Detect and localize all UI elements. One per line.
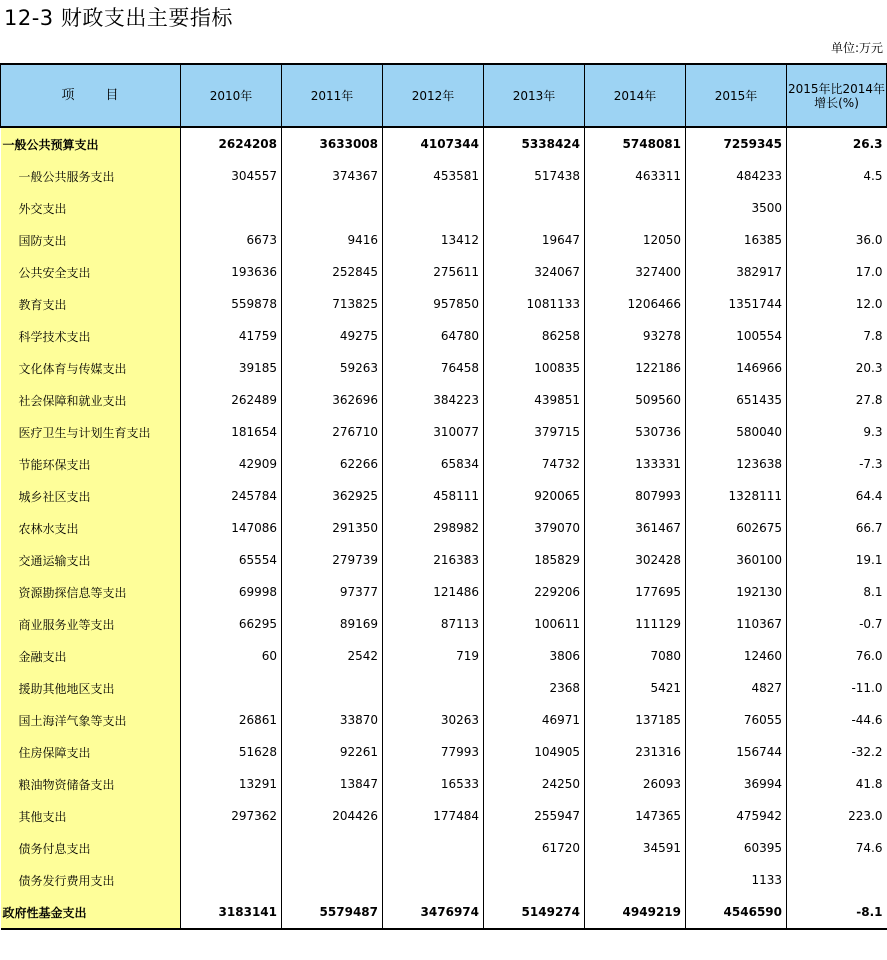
value-cell: 719 — [383, 640, 484, 672]
row-label: 住房保障支出 — [1, 736, 181, 768]
value-cell: 92261 — [282, 736, 383, 768]
row-label: 其他支出 — [1, 800, 181, 832]
value-cell: 602675 — [686, 512, 787, 544]
growth-cell: 27.8 — [787, 384, 887, 416]
header-year-2015: 2015年 — [686, 64, 787, 127]
value-cell — [383, 192, 484, 224]
value-cell: 204426 — [282, 800, 383, 832]
table-row — [1, 384, 887, 416]
value-cell — [585, 192, 686, 224]
table-row — [1, 768, 887, 800]
value-cell: 26861 — [181, 704, 282, 736]
value-cell: 3476974 — [383, 896, 484, 929]
value-cell: 49275 — [282, 320, 383, 352]
table-row — [1, 256, 887, 288]
value-cell: 484233 — [686, 160, 787, 192]
value-cell: 41759 — [181, 320, 282, 352]
row-label: 文化体育与传媒支出 — [1, 352, 181, 384]
value-cell: 24250 — [484, 768, 585, 800]
value-cell: 5149274 — [484, 896, 585, 929]
value-cell: 100554 — [686, 320, 787, 352]
growth-cell: 66.7 — [787, 512, 887, 544]
row-label: 农林水支出 — [1, 512, 181, 544]
row-label: 外交支出 — [1, 192, 181, 224]
table-row — [1, 416, 887, 448]
growth-cell: 9.3 — [787, 416, 887, 448]
row-label: 医疗卫生与计划生育支出 — [1, 416, 181, 448]
value-cell: 3500 — [686, 192, 787, 224]
value-cell: 291350 — [282, 512, 383, 544]
value-cell: 7259345 — [686, 127, 787, 160]
value-cell: 12050 — [585, 224, 686, 256]
row-label: 节能环保支出 — [1, 448, 181, 480]
value-cell: 252845 — [282, 256, 383, 288]
value-cell: 65554 — [181, 544, 282, 576]
growth-cell: -7.3 — [787, 448, 887, 480]
value-cell: 713825 — [282, 288, 383, 320]
value-cell: 46971 — [484, 704, 585, 736]
value-cell: 439851 — [484, 384, 585, 416]
value-cell: 104905 — [484, 736, 585, 768]
table-row — [1, 704, 887, 736]
value-cell: 361467 — [585, 512, 686, 544]
value-cell: 304557 — [181, 160, 282, 192]
row-label: 援助其他地区支出 — [1, 672, 181, 704]
value-cell: 13291 — [181, 768, 282, 800]
growth-cell: 8.1 — [787, 576, 887, 608]
row-label: 金融支出 — [1, 640, 181, 672]
value-cell: 310077 — [383, 416, 484, 448]
value-cell: 33870 — [282, 704, 383, 736]
value-cell: 6673 — [181, 224, 282, 256]
table-row — [1, 832, 887, 864]
value-cell: 185829 — [484, 544, 585, 576]
value-cell: 147086 — [181, 512, 282, 544]
value-cell: 36994 — [686, 768, 787, 800]
value-cell: 379715 — [484, 416, 585, 448]
value-cell: 122186 — [585, 352, 686, 384]
value-cell: 580040 — [686, 416, 787, 448]
value-cell: 1328111 — [686, 480, 787, 512]
value-cell: 76458 — [383, 352, 484, 384]
value-cell: 65834 — [383, 448, 484, 480]
value-cell: 111129 — [585, 608, 686, 640]
value-cell: 13847 — [282, 768, 383, 800]
growth-cell: -32.2 — [787, 736, 887, 768]
header-year-2014: 2014年 — [585, 64, 686, 127]
value-cell: 69998 — [181, 576, 282, 608]
row-label: 公共安全支出 — [1, 256, 181, 288]
value-cell: 87113 — [383, 608, 484, 640]
growth-cell: 19.1 — [787, 544, 887, 576]
value-cell: 133331 — [585, 448, 686, 480]
value-cell: 93278 — [585, 320, 686, 352]
row-label: 债务付息支出 — [1, 832, 181, 864]
growth-cell: 7.8 — [787, 320, 887, 352]
value-cell: 807993 — [585, 480, 686, 512]
value-cell: 13412 — [383, 224, 484, 256]
unit-label: 单位:万元 — [830, 41, 883, 55]
growth-cell: 76.0 — [787, 640, 887, 672]
header-item: 项 目 — [1, 64, 181, 127]
value-cell: 2624208 — [181, 127, 282, 160]
value-cell: 60 — [181, 640, 282, 672]
header-year-2010: 2010年 — [181, 64, 282, 127]
value-cell: 5338424 — [484, 127, 585, 160]
value-cell: 26093 — [585, 768, 686, 800]
table-row — [1, 224, 887, 256]
value-cell: 89169 — [282, 608, 383, 640]
growth-cell: -0.7 — [787, 608, 887, 640]
value-cell: 362925 — [282, 480, 383, 512]
table-row — [1, 127, 887, 160]
value-cell: 5579487 — [282, 896, 383, 929]
value-cell: 298982 — [383, 512, 484, 544]
growth-cell: 36.0 — [787, 224, 887, 256]
value-cell: 302428 — [585, 544, 686, 576]
value-cell: 275611 — [383, 256, 484, 288]
value-cell: 137185 — [585, 704, 686, 736]
value-cell — [282, 832, 383, 864]
value-cell: 61720 — [484, 832, 585, 864]
value-cell: 192130 — [686, 576, 787, 608]
value-cell: 279739 — [282, 544, 383, 576]
table-row — [1, 672, 887, 704]
value-cell: 327400 — [585, 256, 686, 288]
value-cell: 30263 — [383, 704, 484, 736]
row-label: 商业服务业等支出 — [1, 608, 181, 640]
value-cell: 262489 — [181, 384, 282, 416]
value-cell: 1081133 — [484, 288, 585, 320]
row-label: 债务发行费用支出 — [1, 864, 181, 896]
value-cell: 2542 — [282, 640, 383, 672]
value-cell: 12460 — [686, 640, 787, 672]
value-cell: 64780 — [383, 320, 484, 352]
growth-cell: 17.0 — [787, 256, 887, 288]
table-row — [1, 480, 887, 512]
value-cell: 475942 — [686, 800, 787, 832]
value-cell: 216383 — [383, 544, 484, 576]
growth-cell: 223.0 — [787, 800, 887, 832]
value-cell: 4107344 — [383, 127, 484, 160]
value-cell: 156744 — [686, 736, 787, 768]
value-cell — [484, 192, 585, 224]
value-cell: 651435 — [686, 384, 787, 416]
value-cell — [181, 832, 282, 864]
value-cell: 517438 — [484, 160, 585, 192]
value-cell: 297362 — [181, 800, 282, 832]
table-row — [1, 192, 887, 224]
value-cell — [181, 192, 282, 224]
value-cell: 9416 — [282, 224, 383, 256]
row-label: 资源勘探信息等支出 — [1, 576, 181, 608]
table-row — [1, 800, 887, 832]
value-cell — [181, 672, 282, 704]
value-cell: 100611 — [484, 608, 585, 640]
value-cell: 7080 — [585, 640, 686, 672]
header-growth: 2015年比2014年 增长(%) — [787, 64, 887, 127]
value-cell: 147365 — [585, 800, 686, 832]
value-cell: 530736 — [585, 416, 686, 448]
table-row — [1, 576, 887, 608]
value-cell: 39185 — [181, 352, 282, 384]
value-cell: 146966 — [686, 352, 787, 384]
value-cell: 2368 — [484, 672, 585, 704]
growth-cell: 12.0 — [787, 288, 887, 320]
value-cell — [383, 864, 484, 896]
value-cell: 4949219 — [585, 896, 686, 929]
row-label: 教育支出 — [1, 288, 181, 320]
value-cell: 42909 — [181, 448, 282, 480]
growth-cell: 74.6 — [787, 832, 887, 864]
row-label: 社会保障和就业支出 — [1, 384, 181, 416]
value-cell: 16385 — [686, 224, 787, 256]
value-cell: 16533 — [383, 768, 484, 800]
value-cell: 51628 — [181, 736, 282, 768]
expenditure-table — [0, 63, 887, 930]
header-year-2013: 2013年 — [484, 64, 585, 127]
value-cell: 121486 — [383, 576, 484, 608]
value-cell — [383, 832, 484, 864]
value-cell: 509560 — [585, 384, 686, 416]
row-label: 一般公共预算支出 — [1, 127, 181, 160]
header-year-2012: 2012年 — [383, 64, 484, 127]
value-cell: 177695 — [585, 576, 686, 608]
row-label: 一般公共服务支出 — [1, 160, 181, 192]
growth-cell: 20.3 — [787, 352, 887, 384]
table-row — [1, 736, 887, 768]
value-cell: 19647 — [484, 224, 585, 256]
value-cell: 60395 — [686, 832, 787, 864]
value-cell: 34591 — [585, 832, 686, 864]
value-cell: 59263 — [282, 352, 383, 384]
row-label: 城乡社区支出 — [1, 480, 181, 512]
value-cell: 379070 — [484, 512, 585, 544]
value-cell: 360100 — [686, 544, 787, 576]
growth-cell: -8.1 — [787, 896, 887, 929]
value-cell: 957850 — [383, 288, 484, 320]
table-row — [1, 320, 887, 352]
value-cell: 1206466 — [585, 288, 686, 320]
table-row — [1, 512, 887, 544]
value-cell: 276710 — [282, 416, 383, 448]
value-cell: 97377 — [282, 576, 383, 608]
value-cell: 920065 — [484, 480, 585, 512]
table-row — [1, 160, 887, 192]
table-row — [1, 608, 887, 640]
value-cell: 458111 — [383, 480, 484, 512]
table-row — [1, 544, 887, 576]
value-cell: 76055 — [686, 704, 787, 736]
value-cell: 181654 — [181, 416, 282, 448]
value-cell — [282, 864, 383, 896]
growth-cell — [787, 864, 887, 896]
header-year-2011: 2011年 — [282, 64, 383, 127]
value-cell: 453581 — [383, 160, 484, 192]
value-cell — [282, 672, 383, 704]
value-cell: 362696 — [282, 384, 383, 416]
value-cell: 3633008 — [282, 127, 383, 160]
row-label: 政府性基金支出 — [1, 896, 181, 929]
value-cell: 463311 — [585, 160, 686, 192]
value-cell: 559878 — [181, 288, 282, 320]
value-cell: 66295 — [181, 608, 282, 640]
header-row — [1, 64, 887, 127]
value-cell: 3806 — [484, 640, 585, 672]
growth-cell: 41.8 — [787, 768, 887, 800]
value-cell: 177484 — [383, 800, 484, 832]
growth-cell: -11.0 — [787, 672, 887, 704]
value-cell — [383, 672, 484, 704]
value-cell: 4546590 — [686, 896, 787, 929]
value-cell: 5748081 — [585, 127, 686, 160]
value-cell: 77993 — [383, 736, 484, 768]
value-cell: 324067 — [484, 256, 585, 288]
value-cell: 384223 — [383, 384, 484, 416]
growth-cell: 4.5 — [787, 160, 887, 192]
value-cell: 110367 — [686, 608, 787, 640]
growth-cell: 64.4 — [787, 480, 887, 512]
page-title: 12-3 财政支出主要指标 — [4, 6, 233, 30]
table-body — [1, 127, 887, 929]
value-cell: 229206 — [484, 576, 585, 608]
row-label: 粮油物资储备支出 — [1, 768, 181, 800]
value-cell: 193636 — [181, 256, 282, 288]
row-label: 交通运输支出 — [1, 544, 181, 576]
value-cell — [484, 864, 585, 896]
value-cell: 374367 — [282, 160, 383, 192]
value-cell: 3183141 — [181, 896, 282, 929]
table-row — [1, 864, 887, 896]
value-cell: 100835 — [484, 352, 585, 384]
value-cell: 1133 — [686, 864, 787, 896]
row-label: 国防支出 — [1, 224, 181, 256]
value-cell: 231316 — [585, 736, 686, 768]
table-row — [1, 896, 887, 929]
value-cell: 5421 — [585, 672, 686, 704]
value-cell: 382917 — [686, 256, 787, 288]
value-cell — [282, 192, 383, 224]
value-cell: 245784 — [181, 480, 282, 512]
value-cell: 86258 — [484, 320, 585, 352]
value-cell: 1351744 — [686, 288, 787, 320]
value-cell: 123638 — [686, 448, 787, 480]
row-label: 国土海洋气象等支出 — [1, 704, 181, 736]
value-cell — [585, 864, 686, 896]
table-row — [1, 640, 887, 672]
value-cell: 4827 — [686, 672, 787, 704]
value-cell: 255947 — [484, 800, 585, 832]
value-cell: 74732 — [484, 448, 585, 480]
table-row — [1, 448, 887, 480]
growth-cell: -44.6 — [787, 704, 887, 736]
table-row — [1, 288, 887, 320]
row-label: 科学技术支出 — [1, 320, 181, 352]
table-row — [1, 352, 887, 384]
value-cell: 62266 — [282, 448, 383, 480]
growth-cell — [787, 192, 887, 224]
value-cell — [181, 864, 282, 896]
growth-cell: 26.3 — [787, 127, 887, 160]
